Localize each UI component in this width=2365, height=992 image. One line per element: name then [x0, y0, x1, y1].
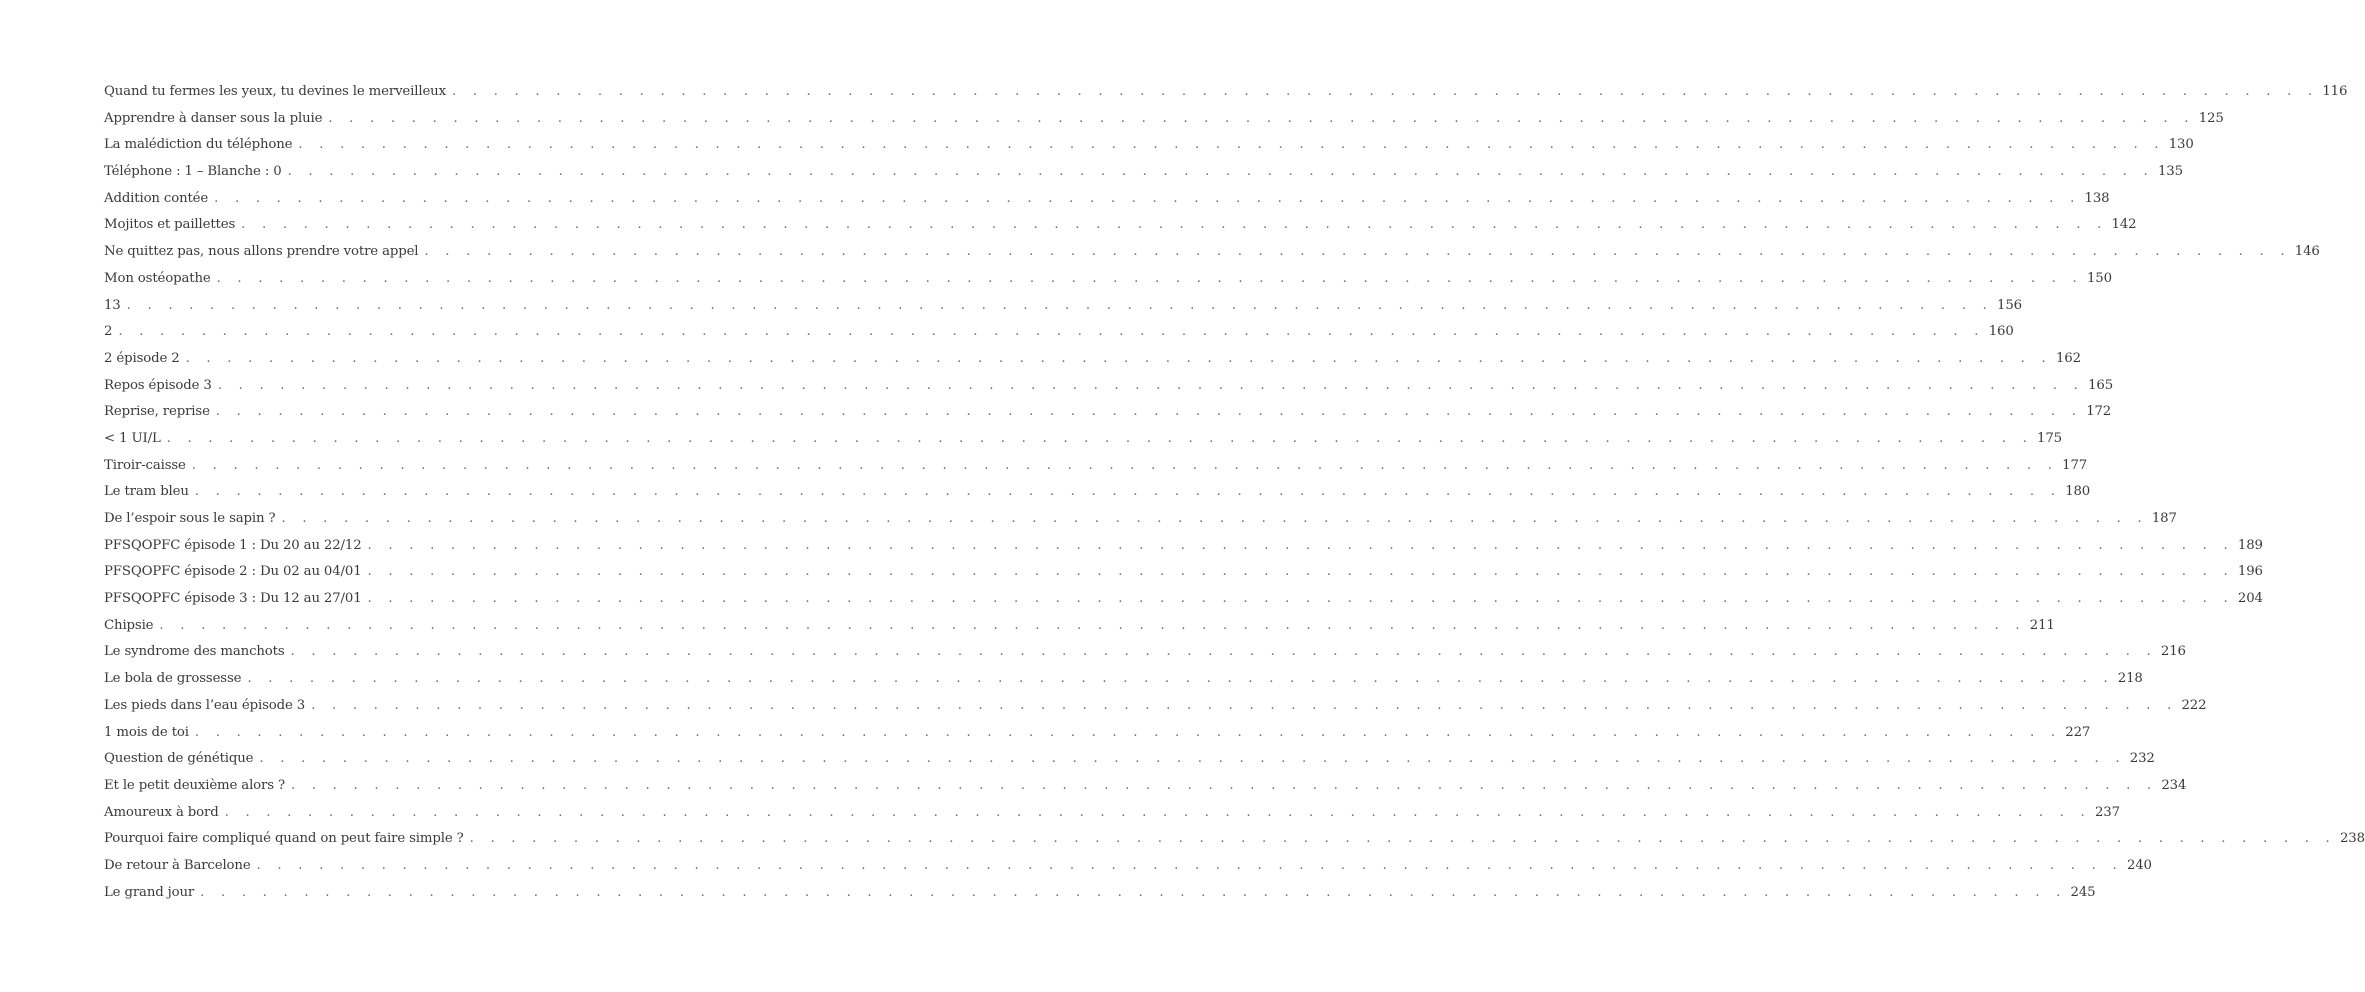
toc-entry: [104, 110, 2224, 138]
toc-entry-page-number: 177: [2062, 457, 2088, 473]
toc-entry: [104, 644, 2186, 671]
toc-entry: [104, 831, 2365, 858]
toc-entry-title: Téléphone : 1 – Blanche : 0: [104, 164, 282, 180]
toc-entry-title: Le syndrome des manchots: [104, 644, 285, 660]
toc-entry-title: 1 mois de toi: [104, 724, 189, 740]
toc-entry-page-number: 240: [2126, 857, 2152, 873]
toc-entry-title: Le tram bleu: [104, 484, 189, 500]
toc-entry-title: Quand tu fermes les yeux, tu devines le merveilleux: [104, 84, 446, 99]
toc-entry-page-number: 227: [2065, 724, 2091, 740]
toc-entry-page-number: 175: [2037, 430, 2062, 446]
toc-entry: [104, 217, 2137, 244]
toc-dot-leader: . . . . . . . . . . . . . . . . . . . . . . . . . . . . . . . . . . . . . . . . . . . . . . . . . . . . . . . . . . . . . . . . . . . . . . . . . . . . . . . . . . . . . . . . . .: [256, 857, 2123, 873]
toc-entry-title: Les pieds dans l’eau épisode 3: [104, 697, 306, 713]
toc-entry-page-number: 189: [2237, 537, 2263, 553]
toc-dot-leader: . . . . . . . . . . . . . . . . . . . . . . . . . . . . . . . . . . . . . . . . . . . . . . . . . . . . . . . . . . . . . . . . . . . . . . . . . . . . . . . . . . . . . . . . . .: [328, 110, 2195, 126]
toc-entry-title: Ne quittez pas, nous allons prendre votre appel: [104, 244, 419, 260]
toc-entry-title: Tiroir-caisse: [104, 457, 186, 473]
toc-entry: [104, 777, 2187, 805]
toc-dot-leader: . . . . . . . . . . . . . . . . . . . . . . . . . . . . . . . . . . . . . . . . . . . . . . . . . . . . . . . . . . . . . . . . . . . . . . . . . . . . . . . . . . . . . . . . . .: [367, 537, 2234, 553]
toc-entry-title: 2 épisode 2: [104, 350, 180, 366]
toc-entry-page-number: 204: [2237, 591, 2263, 607]
toc-dot-leader: . . . . . . . . . . . . . . . . . . . . . . . . . . . . . . . . . . . . . . . . . . . . . . . . . . . . . . . . . . . . . . . . . . . . . . . . . . . . . . . . . . . . . . . . . .: [126, 297, 1994, 313]
toc-dot-leader: . . . . . . . . . . . . . . . . . . . . . . . . . . . . . . . . . . . . . . . . . . . . . . . . . . . . . . . . . . . . . . . . . . . . . . . . . . . . . . . . . . . . . . . . . .: [367, 591, 2234, 607]
toc-entry: [104, 350, 2081, 378]
toc-entry-title: Pourquoi faire compliqué quand on peut faire simple ?: [104, 831, 464, 847]
toc-entry-title: Chipsie: [104, 617, 154, 633]
toc-entry-title: 2: [104, 324, 113, 340]
toc-dot-leader: . . . . . . . . . . . . . . . . . . . . . . . . . . . . . . . . . . . . . . . . . . . . . . . . . . . . . . . . . . . . . . . . . . . . . . . . . . . . . . . . . . . . . . . . . .: [259, 751, 2126, 767]
toc-dot-leader: . . . . . . . . . . . . . . . . . . . . . . . . . . . . . . . . . . . . . . . . . . . . . . . . . . . . . . . . . . . . . . . . . . . . . . . . . . . . . . . . . . . . . . . . . .: [118, 324, 1985, 340]
toc-entry: [104, 697, 2207, 725]
toc-entry: [104, 804, 2120, 832]
toc-entry: [104, 671, 2143, 698]
toc-entry-title: PFSQOPFC épisode 2 : Du 02 au 04/01: [104, 564, 362, 580]
toc-entry-title: Repos épisode 3: [104, 377, 212, 393]
toc-entry: [104, 457, 2088, 485]
toc-entry: [104, 857, 2152, 885]
toc-entry-page-number: 245: [2070, 884, 2096, 900]
toc-entry: [104, 244, 2320, 271]
toc-dot-leader: . . . . . . . . . . . . . . . . . . . . . . . . . . . . . . . . . . . . . . . . . . . . . . . . . . . . . . . . . . . . . . . . . . . . . . . . . . . . . . . . . . . . . . . . . .: [214, 190, 2081, 206]
toc-entry-title: Apprendre à danser sous la pluie: [104, 110, 323, 126]
toc-entry-title: La malédiction du téléphone: [104, 137, 293, 153]
toc-entry-page-number: 165: [2088, 377, 2114, 393]
toc-dot-leader: . . . . . . . . . . . . . . . . . . . . . . . . . . . . . . . . . . . . . . . . . . . . . . . . . . . . . . . . . . . . . . . . . . . . . . . . . . . . . . . . . . . . . . . . . .: [166, 430, 2034, 446]
toc-dot-leader: . . . . . . . . . . . . . . . . . . . . . . . . . . . . . . . . . . . . . . . . . . . . . . . . . . . . . . . . . . . . . . . . . . . . . . . . . . . . . . . . . . . . . . . . . .: [281, 511, 2148, 526]
toc-entry-title: 13: [104, 297, 121, 313]
toc-entry-title: < 1 UI/L: [104, 430, 161, 446]
toc-entry-title: De retour à Barcelone: [104, 857, 251, 873]
toc-entry-page-number: 218: [2117, 671, 2143, 687]
toc-entry: [104, 324, 2014, 351]
toc-entry-page-number: 162: [2055, 350, 2081, 366]
toc-entry-page-number: 216: [2160, 644, 2186, 660]
toc-entry-title: Reprise, reprise: [104, 404, 210, 420]
toc-entry-title: PFSQOPFC épisode 1 : Du 20 au 22/12: [104, 537, 362, 553]
toc-entry: [104, 724, 2091, 752]
toc-entry-title: Le grand jour: [104, 884, 195, 900]
toc-entry: [104, 404, 2112, 431]
toc-entry-page-number: 232: [2129, 751, 2155, 767]
toc-entry-page-number: 142: [2111, 217, 2137, 233]
toc-entry: [104, 377, 2114, 405]
toc-entry-title: Le bola de grossesse: [104, 671, 242, 687]
toc-dot-leader: . . . . . . . . . . . . . . . . . . . . . . . . . . . . . . . . . . . . . . . . . . . . . . . . . . . . . . . . . . . . . . . . . . . . . . . . . . . . . . . . . . . . . . . . . .: [367, 564, 2234, 580]
toc-entry-page-number: 135: [2157, 164, 2183, 180]
toc-entry-title: Mon ostéopathe: [104, 270, 211, 286]
toc-entry: [104, 137, 2194, 164]
toc-dot-leader: . . . . . . . . . . . . . . . . . . . . . . . . . . . . . . . . . . . . . . . . . . . . . . . . . . . . . . . . . . . . . . . . . . . . . . . . . . . . . . . . . . . . . . . . . .: [224, 804, 2091, 820]
toc-entry-page-number: 156: [1997, 297, 2022, 313]
toc-entry-page-number: 238: [2339, 831, 2365, 847]
toc-entry-title: Mojitos et paillettes: [104, 217, 236, 233]
toc-entry-page-number: 237: [2094, 804, 2120, 820]
toc-entry-title: Addition contée: [104, 190, 209, 206]
toc-entry: [104, 164, 2183, 191]
toc-dot-leader: . . . . . . . . . . . . . . . . . . . . . . . . . . . . . . . . . . . . . . . . . . . . . . . . . . . . . . . . . . . . . . . . . . . . . . . . . . . . . . . . . . . . . . . . . .: [311, 697, 2178, 713]
toc-entry-page-number: 150: [2086, 270, 2112, 286]
toc-dot-leader: . . . . . . . . . . . . . . . . . . . . . . . . . . . . . . . . . . . . . . . . . . . . . . . . . . . . . . . . . . . . . . . . . . . . . . . . . . . . . . . . . . . . . . . . . .: [247, 671, 2114, 687]
toc-entry: [104, 564, 2263, 591]
toc-dot-leader: . . . . . . . . . . . . . . . . . . . . . . . . . . . . . . . . . . . . . . . . . . . . . . . . . . . . . . . . . . . . . . . . . . . . . . . . . . . . . . . . . . . . . . . . . .: [298, 137, 2165, 153]
toc-entry-page-number: 211: [2029, 617, 2055, 633]
toc-dot-leader: . . . . . . . . . . . . . . . . . . . . . . . . . . . . . . . . . . . . . . . . . . . . . . . . . . . . . . . . . . . . . . . . . . . . . . . . . . . . . . . . . . . . . . . . . .: [194, 724, 2062, 740]
toc-dot-leader: . . . . . . . . . . . . . . . . . . . . . . . . . . . . . . . . . . . . . . . . . . . . . . . . . . . . . . . . . . . . . . . . . . . . . . . . . . . . . . . . . . . . . . . . . .: [215, 404, 2083, 420]
toc-dot-leader: . . . . . . . . . . . . . . . . . . . . . . . . . . . . . . . . . . . . . . . . . . . . . . . . . . . . . . . . . . . . . . . . . . . . . . . . . . . . . . . . . . . . . . . . . .: [424, 244, 2291, 260]
toc-entry: [104, 190, 2110, 218]
toc-dot-leader: . . . . . . . . . . . . . . . . . . . . . . . . . . . . . . . . . . . . . . . . . . . . . . . . . . . . . . . . . . . . . . . . . . . . . . . . . . . . . . . . . . . . . . . . . .: [191, 457, 2059, 473]
toc-entry: [104, 884, 2096, 912]
toc-entry-page-number: 130: [2168, 137, 2194, 153]
toc-entry: [104, 297, 2022, 325]
toc-dot-leader: . . . . . . . . . . . . . . . . . . . . . . . . . . . . . . . . . . . . . . . . . . . . . . . . . . . . . . . . . . . . . . . . . . . . . . . . . . . . . . . . . . . . . . . . . .: [241, 217, 2108, 233]
toc-entry: [104, 84, 2348, 111]
toc-dot-leader: . . . . . . . . . . . . . . . . . . . . . . . . . . . . . . . . . . . . . . . . . . . . . . . . . . . . . . . . . . . . . . . . . . . . . . . . . . . . . . . . . . . . . . . . . .: [159, 617, 2026, 633]
toc-entry-title: PFSQOPFC épisode 3 : Du 12 au 27/01: [104, 591, 362, 607]
toc-entry-title: Et le petit deuxième alors ?: [104, 777, 285, 793]
toc-dot-leader: . . . . . . . . . . . . . . . . . . . . . . . . . . . . . . . . . . . . . . . . . . . . . . . . . . . . . . . . . . . . . . . . . . . . . . . . . . . . . . . . . . . . . . . . . .: [194, 484, 2062, 500]
toc-dot-leader: . . . . . . . . . . . . . . . . . . . . . . . . . . . . . . . . . . . . . . . . . . . . . . . . . . . . . . . . . . . . . . . . . . . . . . . . . . . . . . . . . . . . . . . . . .: [185, 350, 2052, 366]
toc-entry-page-number: 160: [1988, 324, 2014, 340]
toc-entry-page-number: 234: [2161, 777, 2187, 793]
toc-dot-leader: . . . . . . . . . . . . . . . . . . . . . . . . . . . . . . . . . . . . . . . . . . . . . . . . . . . . . . . . . . . . . . . . . . . . . . . . . . . . . . . . . . . . . . . . . .: [200, 884, 2067, 900]
toc-dot-leader: . . . . . . . . . . . . . . . . . . . . . . . . . . . . . . . . . . . . . . . . . . . . . . . . . . . . . . . . . . . . . . . . . . . . . . . . . . . . . . . . . . . . . . . . . .: [287, 164, 2154, 180]
toc-entry: [104, 617, 2055, 645]
toc-dot-leader: . . . . . . . . . . . . . . . . . . . . . . . . . . . . . . . . . . . . . . . . . . . . . . . . . . . . . . . . . . . . . . . . . . . . . . . . . . . . . . . . . . . . . . . . . .: [290, 777, 2158, 793]
toc-dot-leader: . . . . . . . . . . . . . . . . . . . . . . . . . . . . . . . . . . . . . . . . . . . . . . . . . . . . . . . . . . . . . . . . . . . . . . . . . . . . . . . . . . . . . . . . . .: [216, 270, 2083, 286]
toc-entry-page-number: 196: [2237, 564, 2263, 580]
toc-entry-page-number: 146: [2294, 244, 2320, 260]
toc-dot-leader: . . . . . . . . . . . . . . . . . . . . . . . . . . . . . . . . . . . . . . . . . . . . . . . . . . . . . . . . . . . . . . . . . . . . . . . . . . . . . . . . . . . . . . . . . .: [290, 644, 2157, 660]
toc-entry: [104, 751, 2155, 778]
toc-dot-leader: . . . . . . . . . . . . . . . . . . . . . . . . . . . . . . . . . . . . . . . . . . . . . . . . . . . . . . . . . . . . . . . . . . . . . . . . . . . . . . . . . . . . . . . . . .: [469, 831, 2336, 847]
toc-entry-page-number: 116: [2322, 84, 2348, 99]
toc-entry-title: Amoureux à bord: [104, 804, 219, 820]
toc-dot-leader: . . . . . . . . . . . . . . . . . . . . . . . . . . . . . . . . . . . . . . . . . . . . . . . . . . . . . . . . . . . . . . . . . . . . . . . . . . . . . . . . . . . . . . . . . .: [217, 377, 2085, 393]
toc-entry: [104, 270, 2112, 298]
toc-entry-page-number: 187: [2151, 511, 2177, 526]
table-of-contents: [104, 84, 2365, 911]
toc-entry: [104, 511, 2177, 538]
toc-entry-page-number: 222: [2181, 697, 2207, 713]
toc-entry: [104, 430, 2062, 458]
toc-entry-page-number: 180: [2065, 484, 2091, 500]
toc-entry-page-number: 138: [2084, 190, 2110, 206]
toc-entry-page-number: 125: [2198, 110, 2224, 126]
toc-entry-page-number: 172: [2086, 404, 2112, 420]
toc-dot-leader: . . . . . . . . . . . . . . . . . . . . . . . . . . . . . . . . . . . . . . . . . . . . . . . . . . . . . . . . . . . . . . . . . . . . . . . . . . . . . . . . . . . . . . . . . .: [451, 84, 2319, 99]
toc-entry-title: Question de génétique: [104, 751, 254, 767]
toc-entry: [104, 537, 2263, 565]
toc-entry: [104, 484, 2091, 511]
toc-entry-title: De l’espoir sous le sapin ?: [104, 511, 276, 526]
toc-entry: [104, 591, 2263, 618]
